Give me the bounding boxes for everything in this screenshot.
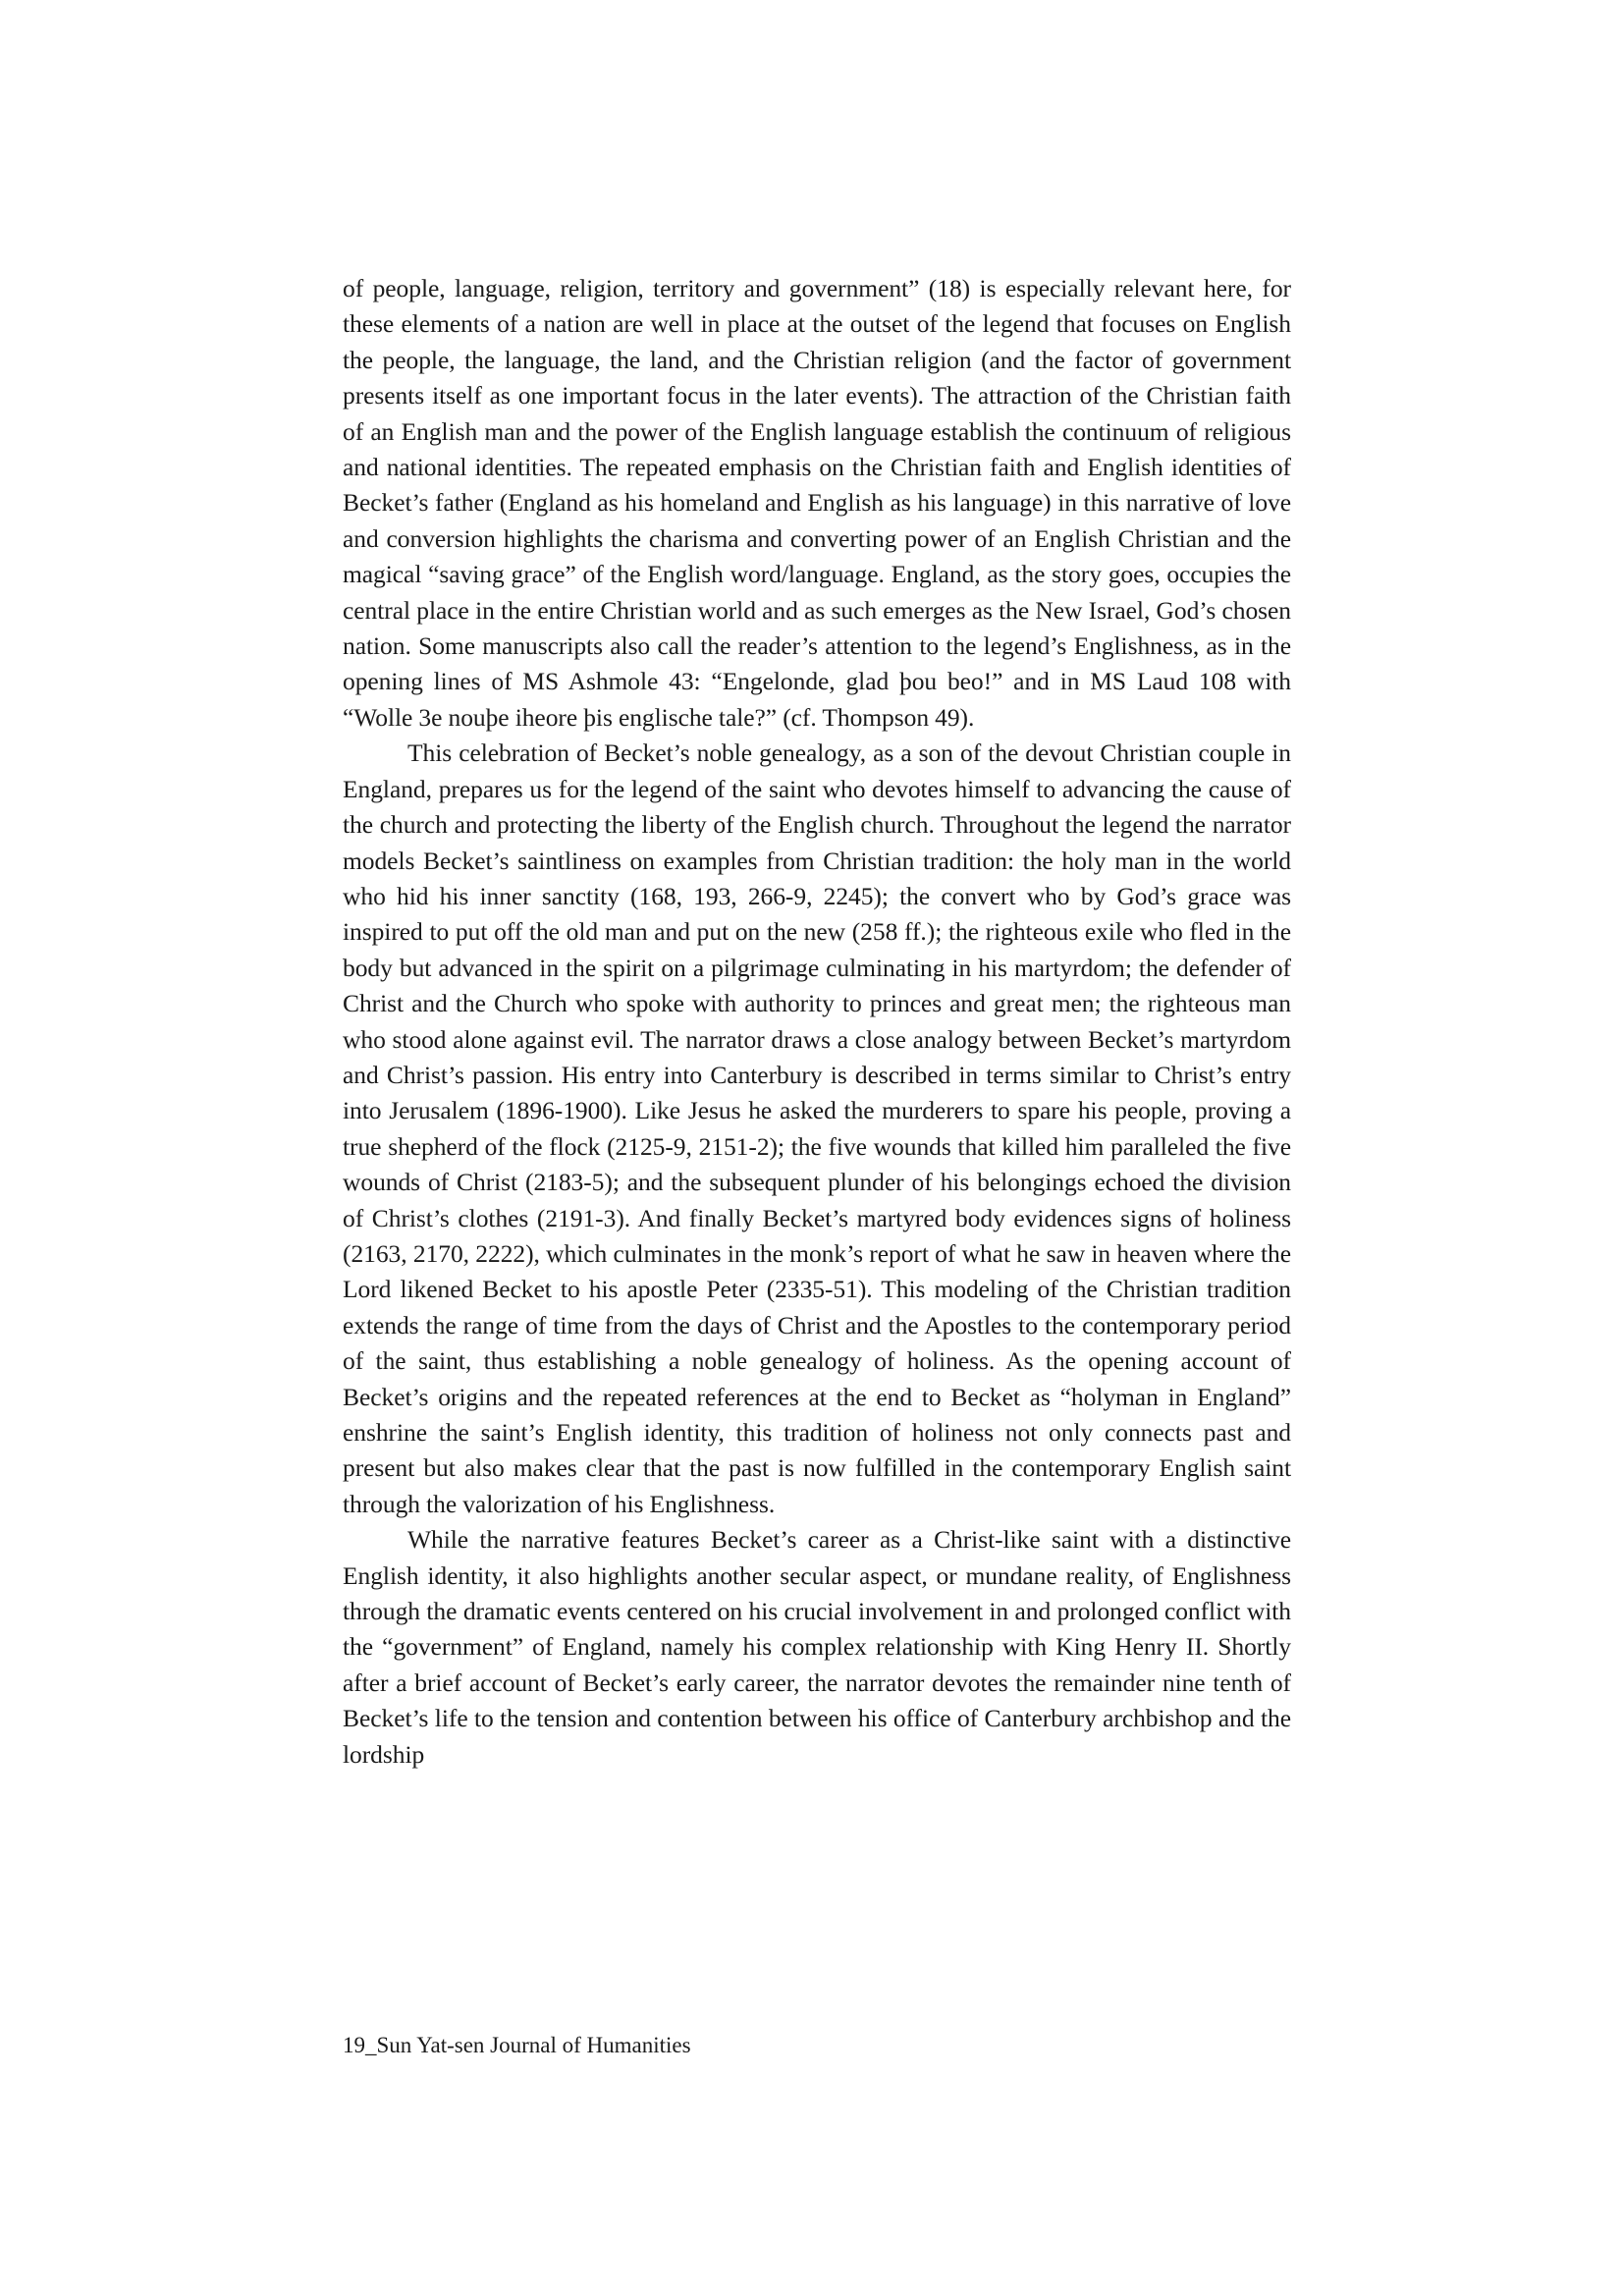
paragraph-continuation: of people, language, religion, territory and government” (18) is especially relevant here, for these elements of a nation are well in place at the outset of the legend that focuses on English the people, the language, the land, and the Christian religion (and the factor of government presents itself as one important focus in the later events). The attraction of the Christian faith of an English man and the power of the English language establish the continuum of religious and national identities. The repeated emphasis on the Christian faith and English identities of Becket’s father (England as his homeland and English as his language) in this narrative of love and conversion highlights the charisma and converting power of an English Christian and the magical “saving grace” of the English word/language. England, as the story goes, occupies the central place in the entire Christian world and as such emerges as the New Israel, God’s chosen nation. Some manuscripts also call the reader’s attention to the legend’s Englishness, as in the opening lines of MS Ashmole 43: “Engelonde, glad þou beo!” and in MS Laud 108 with “Wolle 3e nouþe iheore þis englische tale?” (cf. Thompson 49).: [343, 274, 1291, 732]
page-footer: 19_Sun Yat-sen Journal of Humanities: [343, 2033, 691, 2057]
body-text: [343, 271, 1291, 1773]
paragraph-becket-career: While the narrative features Becket’s career as a Christ-like saint with a distinctive English identity, it also highlights another secular aspect, or mundane reality, of Englishness through the dramatic events centered on his crucial involvement in and prolonged conflict with the “government” of England, namely his complex relationship with King Henry II. Shortly after a brief account of Becket’s early career, the narrator devotes the remainder nine tenth of Becket’s life to the tension and contention between his office of Canterbury archbishop and the lordship: [343, 1525, 1291, 1769]
paragraph-becket-genealogy: This celebration of Becket’s noble genealogy, as a son of the devout Christian couple in England, prepares us for the legend of the saint who devotes himself to advancing the cause of the church and protecting the liberty of the English church. Throughout the legend the narrator models Becket’s saintliness on examples from Christian tradition: the holy man in the world who hid his inner sanctity (168, 193, 266-9, 2245); the convert who by God’s grace was inspired to put off the old man and put on the new (258 ff.); the righteous exile who fled in the body but advanced in the spirit on a pilgrimage culminating in his martyrdom; the defender of Christ and the Church who spoke with authority to princes and great men; the righteous man who stood alone against evil. The narrator draws a close analogy between Becket’s martyrdom and Christ’s passion. His entry into Canterbury is described in terms similar to Christ’s entry into Jerusalem (1896-1900). Like Jesus he asked the murderers to spare his people, proving a true shepherd of the flock (2125-9, 2151-2); the five wounds that killed him paralleled the five wounds of Christ (2183-5); and the subsequent plunder of his belongings echoed the division of Christ’s clothes (2191-3). And finally Becket’s martyred body evidences signs of holiness (2163, 2170, 2222), which culminates in the monk’s report of what he saw in heaven where the Lord likened Becket to his apostle Peter (2335-51). This modeling of the Christian tradition extends the range of time from the days of Christ and the Apostles to the contemporary period of the saint, thus establishing a noble genealogy of holiness. As the opening account of Becket’s origins and the repeated references at the end to Becket as “holyman in England” enshrine the saint’s English identity, this tradition of holiness not only connects past and present but also makes clear that the past is now fulfilled in the contemporary English saint through the valorization of his Englishness.: [343, 738, 1291, 1518]
